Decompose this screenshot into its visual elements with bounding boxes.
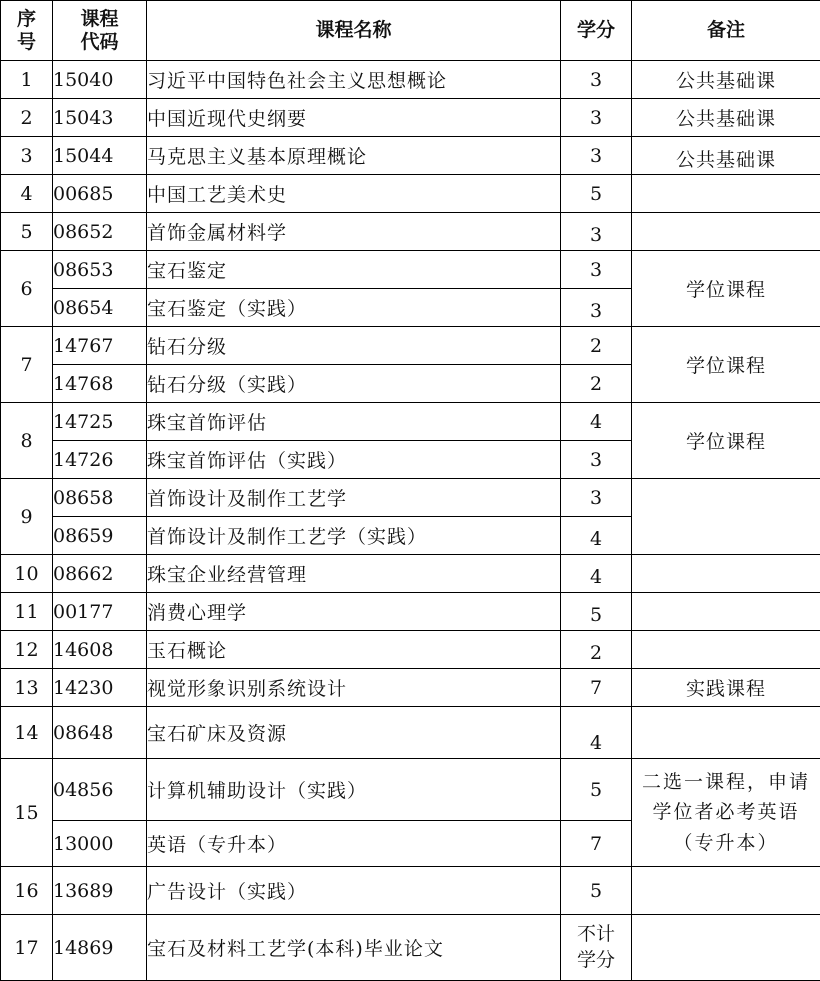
row-credit: 5 — [561, 759, 632, 821]
row-name: 珠宝首饰评估 — [147, 403, 561, 441]
row-name: 宝石矿床及资源 — [147, 707, 561, 759]
row-credit: 4 — [561, 403, 632, 441]
row-no: 11 — [1, 593, 53, 631]
row-name: 钻石分级（实践） — [147, 365, 561, 403]
row-credit: 2 — [561, 631, 632, 669]
row-name: 马克思主义基本原理概论 — [147, 137, 561, 175]
row-note — [632, 479, 820, 555]
row-name: 视觉形象识别系统设计 — [147, 669, 561, 707]
table-row — [1, 327, 820, 365]
row-credit: 4 — [561, 707, 632, 759]
row-code: 08662 — [53, 555, 147, 593]
table-row — [1, 213, 820, 251]
table-row — [1, 707, 820, 759]
table-row — [1, 867, 820, 915]
row-no: 6 — [1, 251, 53, 327]
row-note: 公共基础课 — [632, 99, 820, 137]
row-code: 08648 — [53, 707, 147, 759]
row-name: 习近平中国特色社会主义思想概论 — [147, 61, 561, 99]
row-credit: 7 — [561, 821, 632, 867]
row-credit: 5 — [561, 593, 632, 631]
row-code: 08653 — [53, 251, 147, 289]
row-name: 中国近现代史纲要 — [147, 99, 561, 137]
row-credit: 3 — [561, 251, 632, 289]
row-code: 04856 — [53, 759, 147, 821]
row-no: 14 — [1, 707, 53, 759]
row-name: 首饰设计及制作工艺学（实践） — [147, 517, 561, 555]
row-no: 5 — [1, 213, 53, 251]
row-code: 14608 — [53, 631, 147, 669]
row-code: 14768 — [53, 365, 147, 403]
row-no: 4 — [1, 175, 53, 213]
row-note — [632, 555, 820, 593]
row-name: 首饰设计及制作工艺学 — [147, 479, 561, 517]
row-note — [632, 593, 820, 631]
table-row — [1, 479, 820, 517]
table-row — [1, 61, 820, 99]
row-note: 二选一课程，申请学位者必考英语（专升本） — [632, 759, 820, 867]
row-credit: 5 — [561, 867, 632, 915]
row-credit: 2 — [561, 327, 632, 365]
row-no: 16 — [1, 867, 53, 915]
row-credit: 3 — [561, 441, 632, 479]
row-name: 宝石鉴定 — [147, 251, 561, 289]
row-code: 08658 — [53, 479, 147, 517]
row-code: 15044 — [53, 137, 147, 175]
row-credit: 3 — [561, 289, 632, 327]
row-credit: 不计学分 — [561, 915, 632, 981]
row-no: 1 — [1, 61, 53, 99]
row-note: 学位课程 — [632, 327, 820, 403]
row-name: 钻石分级 — [147, 327, 561, 365]
row-code: 00177 — [53, 593, 147, 631]
row-code: 14230 — [53, 669, 147, 707]
row-code: 15040 — [53, 61, 147, 99]
row-credit: 3 — [561, 61, 632, 99]
table-row — [1, 99, 820, 137]
row-no: 13 — [1, 669, 53, 707]
header-name: 课程名称 — [147, 1, 561, 61]
table-row — [1, 403, 820, 441]
table-row — [1, 175, 820, 213]
row-note — [632, 631, 820, 669]
row-name: 计算机辅助设计（实践） — [147, 759, 561, 821]
table-row — [1, 915, 820, 981]
row-name: 珠宝企业经营管理 — [147, 555, 561, 593]
row-code: 08652 — [53, 213, 147, 251]
row-code: 14869 — [53, 915, 147, 981]
row-no: 15 — [1, 759, 53, 867]
row-no: 2 — [1, 99, 53, 137]
row-code: 08654 — [53, 289, 147, 327]
row-code: 00685 — [53, 175, 147, 213]
row-code: 14767 — [53, 327, 147, 365]
row-no: 10 — [1, 555, 53, 593]
row-note: 公共基础课 — [632, 137, 820, 175]
row-note — [632, 707, 820, 759]
header-note: 备注 — [632, 1, 820, 61]
row-credit: 3 — [561, 99, 632, 137]
row-credit: 2 — [561, 365, 632, 403]
table-row — [1, 251, 820, 289]
row-no: 12 — [1, 631, 53, 669]
row-code: 15043 — [53, 99, 147, 137]
table-row — [1, 759, 820, 821]
row-code: 14725 — [53, 403, 147, 441]
row-no: 7 — [1, 327, 53, 403]
table-row — [1, 593, 820, 631]
row-name: 广告设计（实践） — [147, 867, 561, 915]
table-row — [1, 669, 820, 707]
row-no: 9 — [1, 479, 53, 555]
row-code: 08659 — [53, 517, 147, 555]
row-credit: 3 — [561, 137, 632, 175]
row-note: 学位课程 — [632, 251, 820, 327]
row-code: 13000 — [53, 821, 147, 867]
row-note — [632, 175, 820, 213]
header-code: 课程代码 — [53, 1, 147, 61]
row-credit: 3 — [561, 213, 632, 251]
header-no: 序号 — [1, 1, 53, 61]
table-header-row — [1, 1, 820, 61]
row-code: 14726 — [53, 441, 147, 479]
row-name: 宝石及材料工艺学(本科)毕业论文 — [147, 915, 561, 981]
row-credit: 4 — [561, 555, 632, 593]
table-row — [1, 137, 820, 175]
row-note: 公共基础课 — [632, 61, 820, 99]
header-credit: 学分 — [561, 1, 632, 61]
row-credit: 4 — [561, 517, 632, 555]
row-name: 英语（专升本） — [147, 821, 561, 867]
row-note — [632, 867, 820, 915]
row-credit: 7 — [561, 669, 632, 707]
row-credit: 5 — [561, 175, 632, 213]
row-name: 首饰金属材料学 — [147, 213, 561, 251]
row-credit: 3 — [561, 479, 632, 517]
row-name: 消费心理学 — [147, 593, 561, 631]
row-note: 学位课程 — [632, 403, 820, 479]
row-name: 宝石鉴定（实践） — [147, 289, 561, 327]
row-no: 17 — [1, 915, 53, 981]
row-name: 中国工艺美术史 — [147, 175, 561, 213]
row-note — [632, 213, 820, 251]
table-row — [1, 555, 820, 593]
row-no: 3 — [1, 137, 53, 175]
row-name: 玉石概论 — [147, 631, 561, 669]
row-note: 实践课程 — [632, 669, 820, 707]
table-row — [1, 631, 820, 669]
row-no: 8 — [1, 403, 53, 479]
row-name: 珠宝首饰评估（实践） — [147, 441, 561, 479]
row-note — [632, 915, 820, 981]
row-code: 13689 — [53, 867, 147, 915]
